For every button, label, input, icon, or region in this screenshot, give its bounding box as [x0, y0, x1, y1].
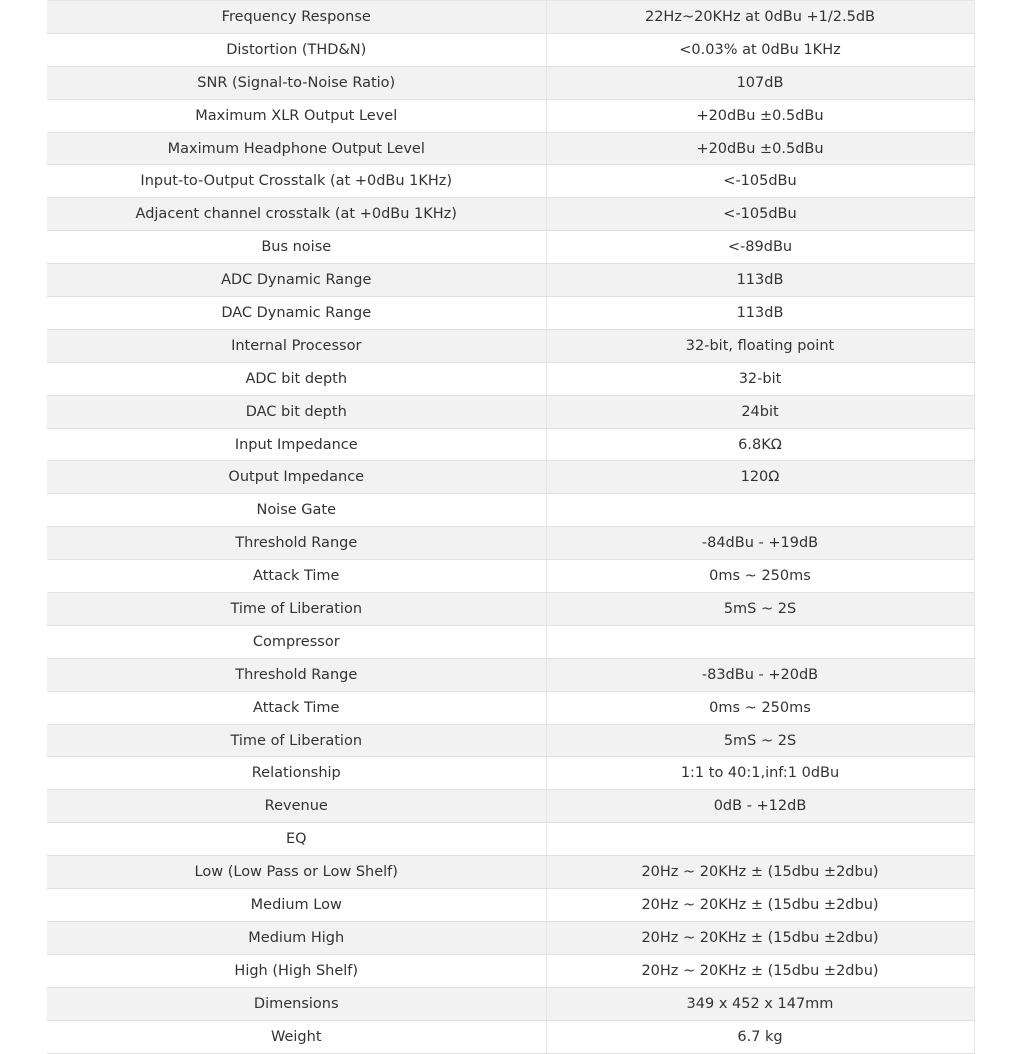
spec-label: Threshold Range [47, 658, 546, 691]
spec-label: Maximum Headphone Output Level [47, 132, 546, 165]
spec-row [47, 593, 974, 626]
spec-row [47, 889, 974, 922]
spec-label: Input-to-Output Crosstalk (at +0dBu 1KHz) [47, 165, 546, 198]
spec-label: Adjacent channel crosstalk (at +0dBu 1KHz) [47, 198, 546, 231]
spec-value: <0.03% at 0dBu 1KHz [546, 33, 974, 66]
spec-value: 32-bit [546, 362, 974, 395]
spec-label: DAC bit depth [47, 395, 546, 428]
spec-row [47, 1, 974, 34]
spec-value: 5mS ~ 2S [546, 724, 974, 757]
spec-value: 120Ω [546, 461, 974, 494]
spec-row [47, 362, 974, 395]
spec-row [47, 560, 974, 593]
spec-value: 24bit [546, 395, 974, 428]
spec-row [47, 297, 974, 330]
spec-label: High (High Shelf) [47, 954, 546, 987]
spec-row [47, 33, 974, 66]
spec-row [47, 264, 974, 297]
spec-label: Distortion (THD&N) [47, 33, 546, 66]
spec-row [47, 823, 974, 856]
spec-row [47, 856, 974, 889]
spec-value: 20Hz ~ 20KHz ± (15dbu ±2dbu) [546, 921, 974, 954]
spec-label: Attack Time [47, 560, 546, 593]
spec-label: Time of Liberation [47, 593, 546, 626]
spec-label: Frequency Response [47, 1, 546, 34]
spec-value: 20Hz ~ 20KHz ± (15dbu ±2dbu) [546, 856, 974, 889]
spec-row [47, 428, 974, 461]
spec-label: Dimensions [47, 987, 546, 1020]
spec-value: 113dB [546, 297, 974, 330]
spec-value: 20Hz ~ 20KHz ± (15dbu ±2dbu) [546, 889, 974, 922]
spec-label: Bus noise [47, 231, 546, 264]
spec-label: Internal Processor [47, 329, 546, 362]
spec-row [47, 757, 974, 790]
spec-row [47, 494, 974, 527]
spec-row [47, 658, 974, 691]
spec-value: 0ms ~ 250ms [546, 560, 974, 593]
spec-value [546, 625, 974, 658]
spec-row [47, 1020, 974, 1053]
spec-row [47, 198, 974, 231]
spec-label: Maximum XLR Output Level [47, 99, 546, 132]
specifications-table-body [47, 1, 974, 1054]
spec-label: Medium High [47, 921, 546, 954]
spec-row [47, 329, 974, 362]
spec-label: DAC Dynamic Range [47, 297, 546, 330]
spec-label: Compressor [47, 625, 546, 658]
spec-value: 6.7 kg [546, 1020, 974, 1053]
spec-value [546, 823, 974, 856]
spec-value: +20dBu ±0.5dBu [546, 132, 974, 165]
spec-row [47, 790, 974, 823]
specifications-table [47, 0, 975, 1054]
spec-value: <-105dBu [546, 198, 974, 231]
spec-label: Revenue [47, 790, 546, 823]
spec-value: 0dB - +12dB [546, 790, 974, 823]
spec-value: <-105dBu [546, 165, 974, 198]
spec-value: -84dBu - +19dB [546, 527, 974, 560]
spec-row [47, 99, 974, 132]
spec-row [47, 461, 974, 494]
spec-label: Attack Time [47, 691, 546, 724]
spec-row [47, 231, 974, 264]
spec-value: 1:1 to 40:1,inf:1 0dBu [546, 757, 974, 790]
spec-row [47, 66, 974, 99]
spec-label: Noise Gate [47, 494, 546, 527]
spec-value: 349 x 452 x 147mm [546, 987, 974, 1020]
spec-label: Input Impedance [47, 428, 546, 461]
spec-row [47, 691, 974, 724]
spec-label: Medium Low [47, 889, 546, 922]
spec-value: 20Hz ~ 20KHz ± (15dbu ±2dbu) [546, 954, 974, 987]
spec-value: +20dBu ±0.5dBu [546, 99, 974, 132]
spec-row [47, 625, 974, 658]
spec-value: 5mS ~ 2S [546, 593, 974, 626]
spec-value: <-89dBu [546, 231, 974, 264]
spec-row [47, 165, 974, 198]
spec-value: 107dB [546, 66, 974, 99]
spec-value: -83dBu - +20dB [546, 658, 974, 691]
spec-row [47, 954, 974, 987]
spec-value: 6.8KΩ [546, 428, 974, 461]
spec-row [47, 724, 974, 757]
spec-value: 22Hz~20KHz at 0dBu +1/2.5dB [546, 1, 974, 34]
spec-value: 0ms ~ 250ms [546, 691, 974, 724]
spec-value: 32-bit, floating point [546, 329, 974, 362]
spec-label: Low (Low Pass or Low Shelf) [47, 856, 546, 889]
spec-label: Threshold Range [47, 527, 546, 560]
spec-row [47, 921, 974, 954]
spec-value: 113dB [546, 264, 974, 297]
spec-label: ADC Dynamic Range [47, 264, 546, 297]
spec-row [47, 527, 974, 560]
spec-label: Time of Liberation [47, 724, 546, 757]
spec-value [546, 494, 974, 527]
spec-label: EQ [47, 823, 546, 856]
spec-label: Relationship [47, 757, 546, 790]
spec-label: SNR (Signal-to-Noise Ratio) [47, 66, 546, 99]
spec-label: Weight [47, 1020, 546, 1053]
spec-row [47, 132, 974, 165]
spec-label: Output Impedance [47, 461, 546, 494]
spec-row [47, 395, 974, 428]
spec-label: ADC bit depth [47, 362, 546, 395]
spec-row [47, 987, 974, 1020]
